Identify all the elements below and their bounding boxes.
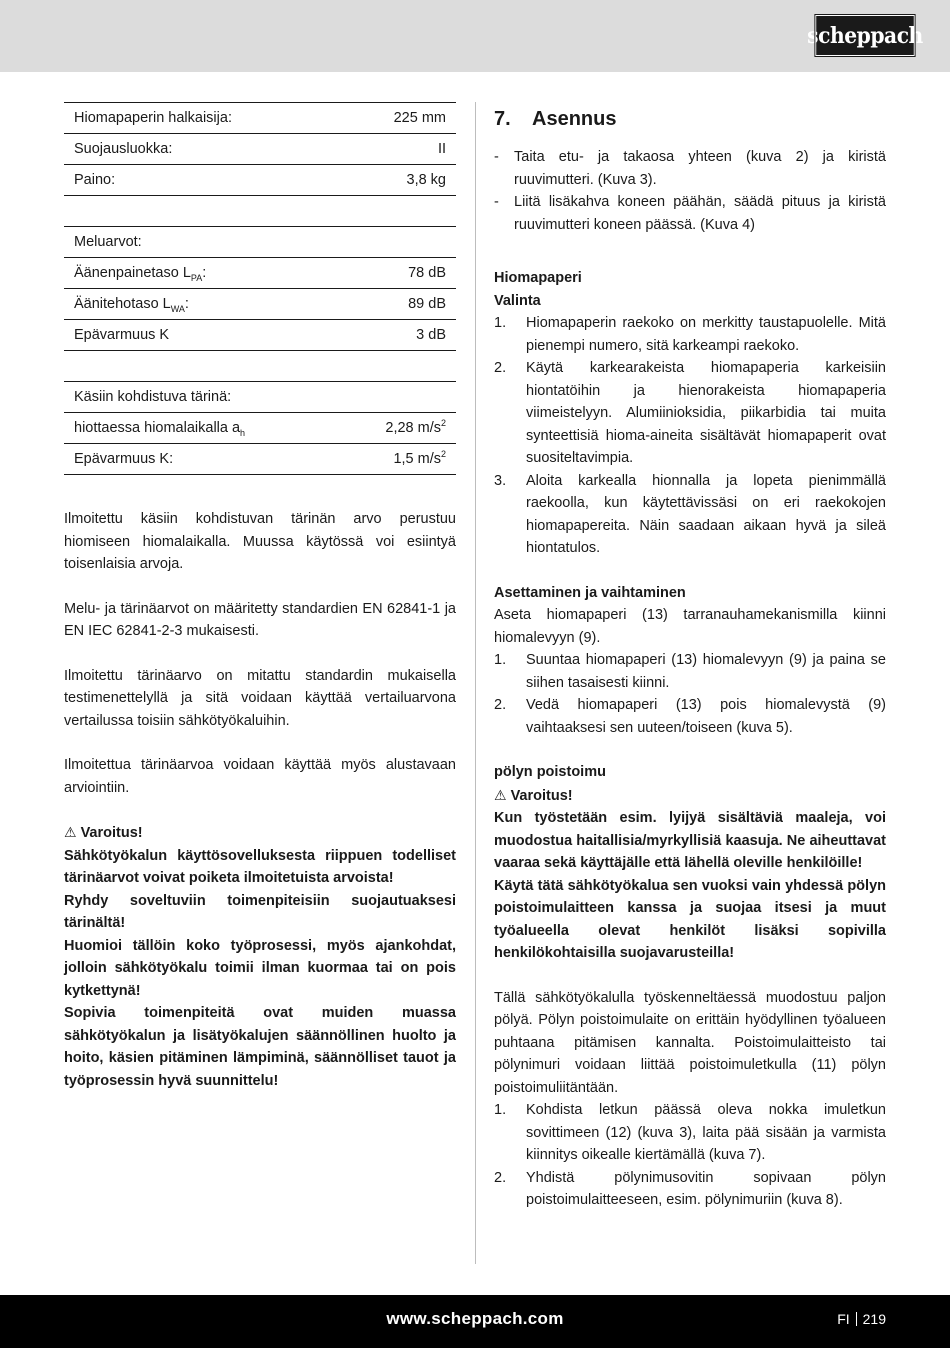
scheppach-logo: scheppach (815, 15, 914, 56)
left-warning-line: Sopivia toimenpiteitä ovat muiden muassa sähkötyökalun ja lisätyökalujen säännöllinen huolto ja hoito, käsien pitäminen lämpiminä, säännölliset tauot ja työprosessin hyvä suunnittelu! (64, 1005, 456, 1089)
language-code: FI (837, 1311, 850, 1327)
left-warning-line: Ryhdy soveltuviin toimenpiteisiin suojautuaksesi tärinältä! (64, 892, 456, 931)
list-item: 1. Kohdista letkun päässä oleva nokka imuletkun sovittimeen (12) (kuva 3), laita pää sisään ja varmista kiinnitys oikealle kiertämällä (kuva 7). (494, 1102, 886, 1163)
table-row (64, 165, 456, 196)
spec-label: Epävarmuus K (64, 320, 340, 351)
table-row (64, 258, 456, 289)
list-item: 1. Suuntaa hiomapaperi (13) hiomalevyyn (9) ja paina se siihen tasaisesti kiinni. (494, 652, 886, 691)
vibration-heading: Käsiin kohdistuva tärinä: (64, 382, 456, 413)
warning-triangle-icon: ⚠ (494, 786, 507, 803)
spec-value: 225 mm (340, 103, 456, 134)
table-row (64, 320, 456, 351)
column-divider (475, 102, 476, 1264)
mounting-intro: Aseta hiomapaperi (13) tarranauhamekanismilla kiinni hiomalevyyn (9). (494, 607, 886, 646)
noise-heading: Meluarvot: (64, 227, 456, 258)
right-warning-line: Kun työstetään esim. lyijyä sisältäviä maaleja, voi muodostua haitallisia/myrkyllisiä kaasuja. Ne aiheuttavat vaaraa sekä käyttäjälle että lähellä oleville henkilöille! (494, 810, 886, 871)
table-row (64, 227, 456, 258)
footer (0, 1295, 950, 1348)
spec-value: 3,8 kg (340, 165, 456, 196)
separator (856, 1312, 857, 1326)
dust-extraction-heading: pölyn poistoimu (494, 764, 606, 780)
measurement-note: Ilmoitettu tärinäarvo on mitattu standardin mukaisella testimenettelyllä ja sitä voidaan käyttää vertailuarvona vertailussa toisiin sähkötyökaluihin. (64, 667, 456, 729)
right-warning-line: Käytä tätä sähkötyökalua sen vuoksi vain yhdessä pölyn poistoimulaitteen kanssa ja suojaa itsesi ja muut työalueella olevat henkilöt lisäksi sopivilla henkilökohtaisilla suojavarusteilla! (494, 877, 886, 961)
mounting-heading: Asettaminen ja vaihtaminen (494, 584, 686, 601)
sandpaper-heading: Hiomapaperi (494, 270, 582, 286)
list-item: 2. Yhdistä pölynimusovitin sopivaan pölyn poistoimulaitteeseen, esim. pölynimuriin (kuva 8). (494, 1169, 886, 1208)
right-warning-label: Varoitus! (510, 787, 573, 804)
list-item: 2. Vedä hiomapaperi (13) pois hiomalevystä (9) vaihtaaksesi sen uuteen/toiseen (kuva 5). (494, 697, 886, 736)
list-item: 3. Aloita karkealla hionnalla ja lopeta pienimmällä raekoolla, kun käytettävissäsi on eri raekokojen hiomapapereita. Näin saadaan aikaan hyvä ja sileä hiontatulos. (494, 472, 886, 556)
right-column (494, 102, 886, 1212)
selection-list (494, 312, 886, 560)
page-number: 219 (862, 1311, 886, 1327)
vibration-note: Ilmoitettu käsiin kohdistuvan tärinän arvo perustuu hiomiseen hiomalaikalla. Muussa käytössä voi esiintyä toisenlaisia arvoja. (64, 511, 456, 572)
list-item: 1. Hiomapaperin raekoko on merkitty taustapuolelle. Mitä pienempi numero, sitä karkeampi raekoko. (494, 315, 886, 354)
right-warning-title (494, 784, 886, 808)
spec-value: II (340, 134, 456, 165)
section-title (494, 106, 886, 132)
list-item: - Liitä lisäkahva koneen päähän, säädä pituus ja kiristä ruuvimutteri koneen päässä. (Kuva 4) (494, 194, 886, 233)
table-row (64, 382, 456, 413)
dust-list (494, 1099, 886, 1212)
mounting-list (494, 649, 886, 739)
left-warning-label: Varoitus! (80, 825, 143, 841)
spec-value: 1,5 $m/s^2$ (340, 444, 456, 475)
spec-label: Äänitehotaso $L_{WA}$: (64, 289, 340, 320)
table-row (64, 413, 456, 444)
spec-label: Äänenpainetaso $L_{PA}$: (64, 258, 340, 289)
dust-paragraph: Tällä sähkötyökalulla työskenneltäessä muodostuu paljon pölyä. Pölyn poistoimulaite on erittäin hyödyllinen työalueen puhtaana pitämisen kannalta. Poistoimulaitteisto tai pölynimuri voidaan liittää poistoimuletkulla (11) pölyn poistoimuliitäntään. (494, 989, 886, 1096)
list-item: 2. Käytä karkearakeista hiomapaperia karkeisiin hiontatöihin ja hienorakeista hiomapaperia viimeistelyyn. Alumiinioksidia, piikarbidia tai muita synteettisiä hioma-aineita sisältävät hiomapaperit ovat suositeltavimpia. (494, 360, 886, 466)
spec-label: Hiomapaperin halkaisija: (64, 103, 340, 134)
website-link[interactable]: www.scheppach.com (386, 1309, 564, 1328)
table-row (64, 444, 456, 475)
section-name: Asennus (532, 108, 617, 130)
warning-triangle-icon: ⚠ (64, 824, 77, 840)
left-warning-title (64, 821, 456, 845)
list-item: - Taita etu- ja takaosa yhteen (kuva 2) ja kiristä ruuvimutteri. (Kuva 3). (494, 149, 886, 188)
spec-value: 2,28 $m/s^2$ (340, 413, 456, 444)
selection-subheading: Valinta (494, 292, 541, 309)
table-row (64, 134, 456, 165)
spec-table (64, 102, 456, 475)
spec-label: Epävarmuus K: (64, 444, 340, 475)
table-row (64, 103, 456, 134)
assembly-list (494, 146, 886, 236)
spec-value: 89 dB (340, 289, 456, 320)
spec-label: Paino: (64, 165, 340, 196)
preliminary-note: Ilmoitettua tärinäarvoa voidaan käyttää myös alustavaan arviointiin. (64, 757, 456, 796)
table-spacer-row (64, 196, 456, 227)
table-spacer-row (64, 351, 456, 382)
left-warning-line: Huomioi tällöin koko työprosessi, myös ajankohdat, jolloin sähkötyökalu toimii ilman kuormaa tai on pois kytkettynä! (64, 937, 456, 999)
left-warning-line: Sähkötyökalun käyttösovelluksesta riippuen todelliset tärinäarvot voivat poiketa ilmoitetuista arvoista! (64, 847, 456, 886)
spec-label: hiottaessa hiomalaikalla $a_h$ (64, 413, 340, 444)
spec-value: 78 dB (340, 258, 456, 289)
left-column (64, 102, 456, 1092)
spec-label: Suojausluokka: (64, 134, 340, 165)
table-row (64, 289, 456, 320)
page-indicator (837, 1311, 886, 1327)
section-number: 7. (494, 108, 511, 130)
spec-value: 3 dB (340, 320, 456, 351)
standards-note: Melu- ja tärinäarvot on määritetty standardien EN 62841-1 ja EN IEC 62841-2-3 mukaisesti. (64, 600, 456, 639)
